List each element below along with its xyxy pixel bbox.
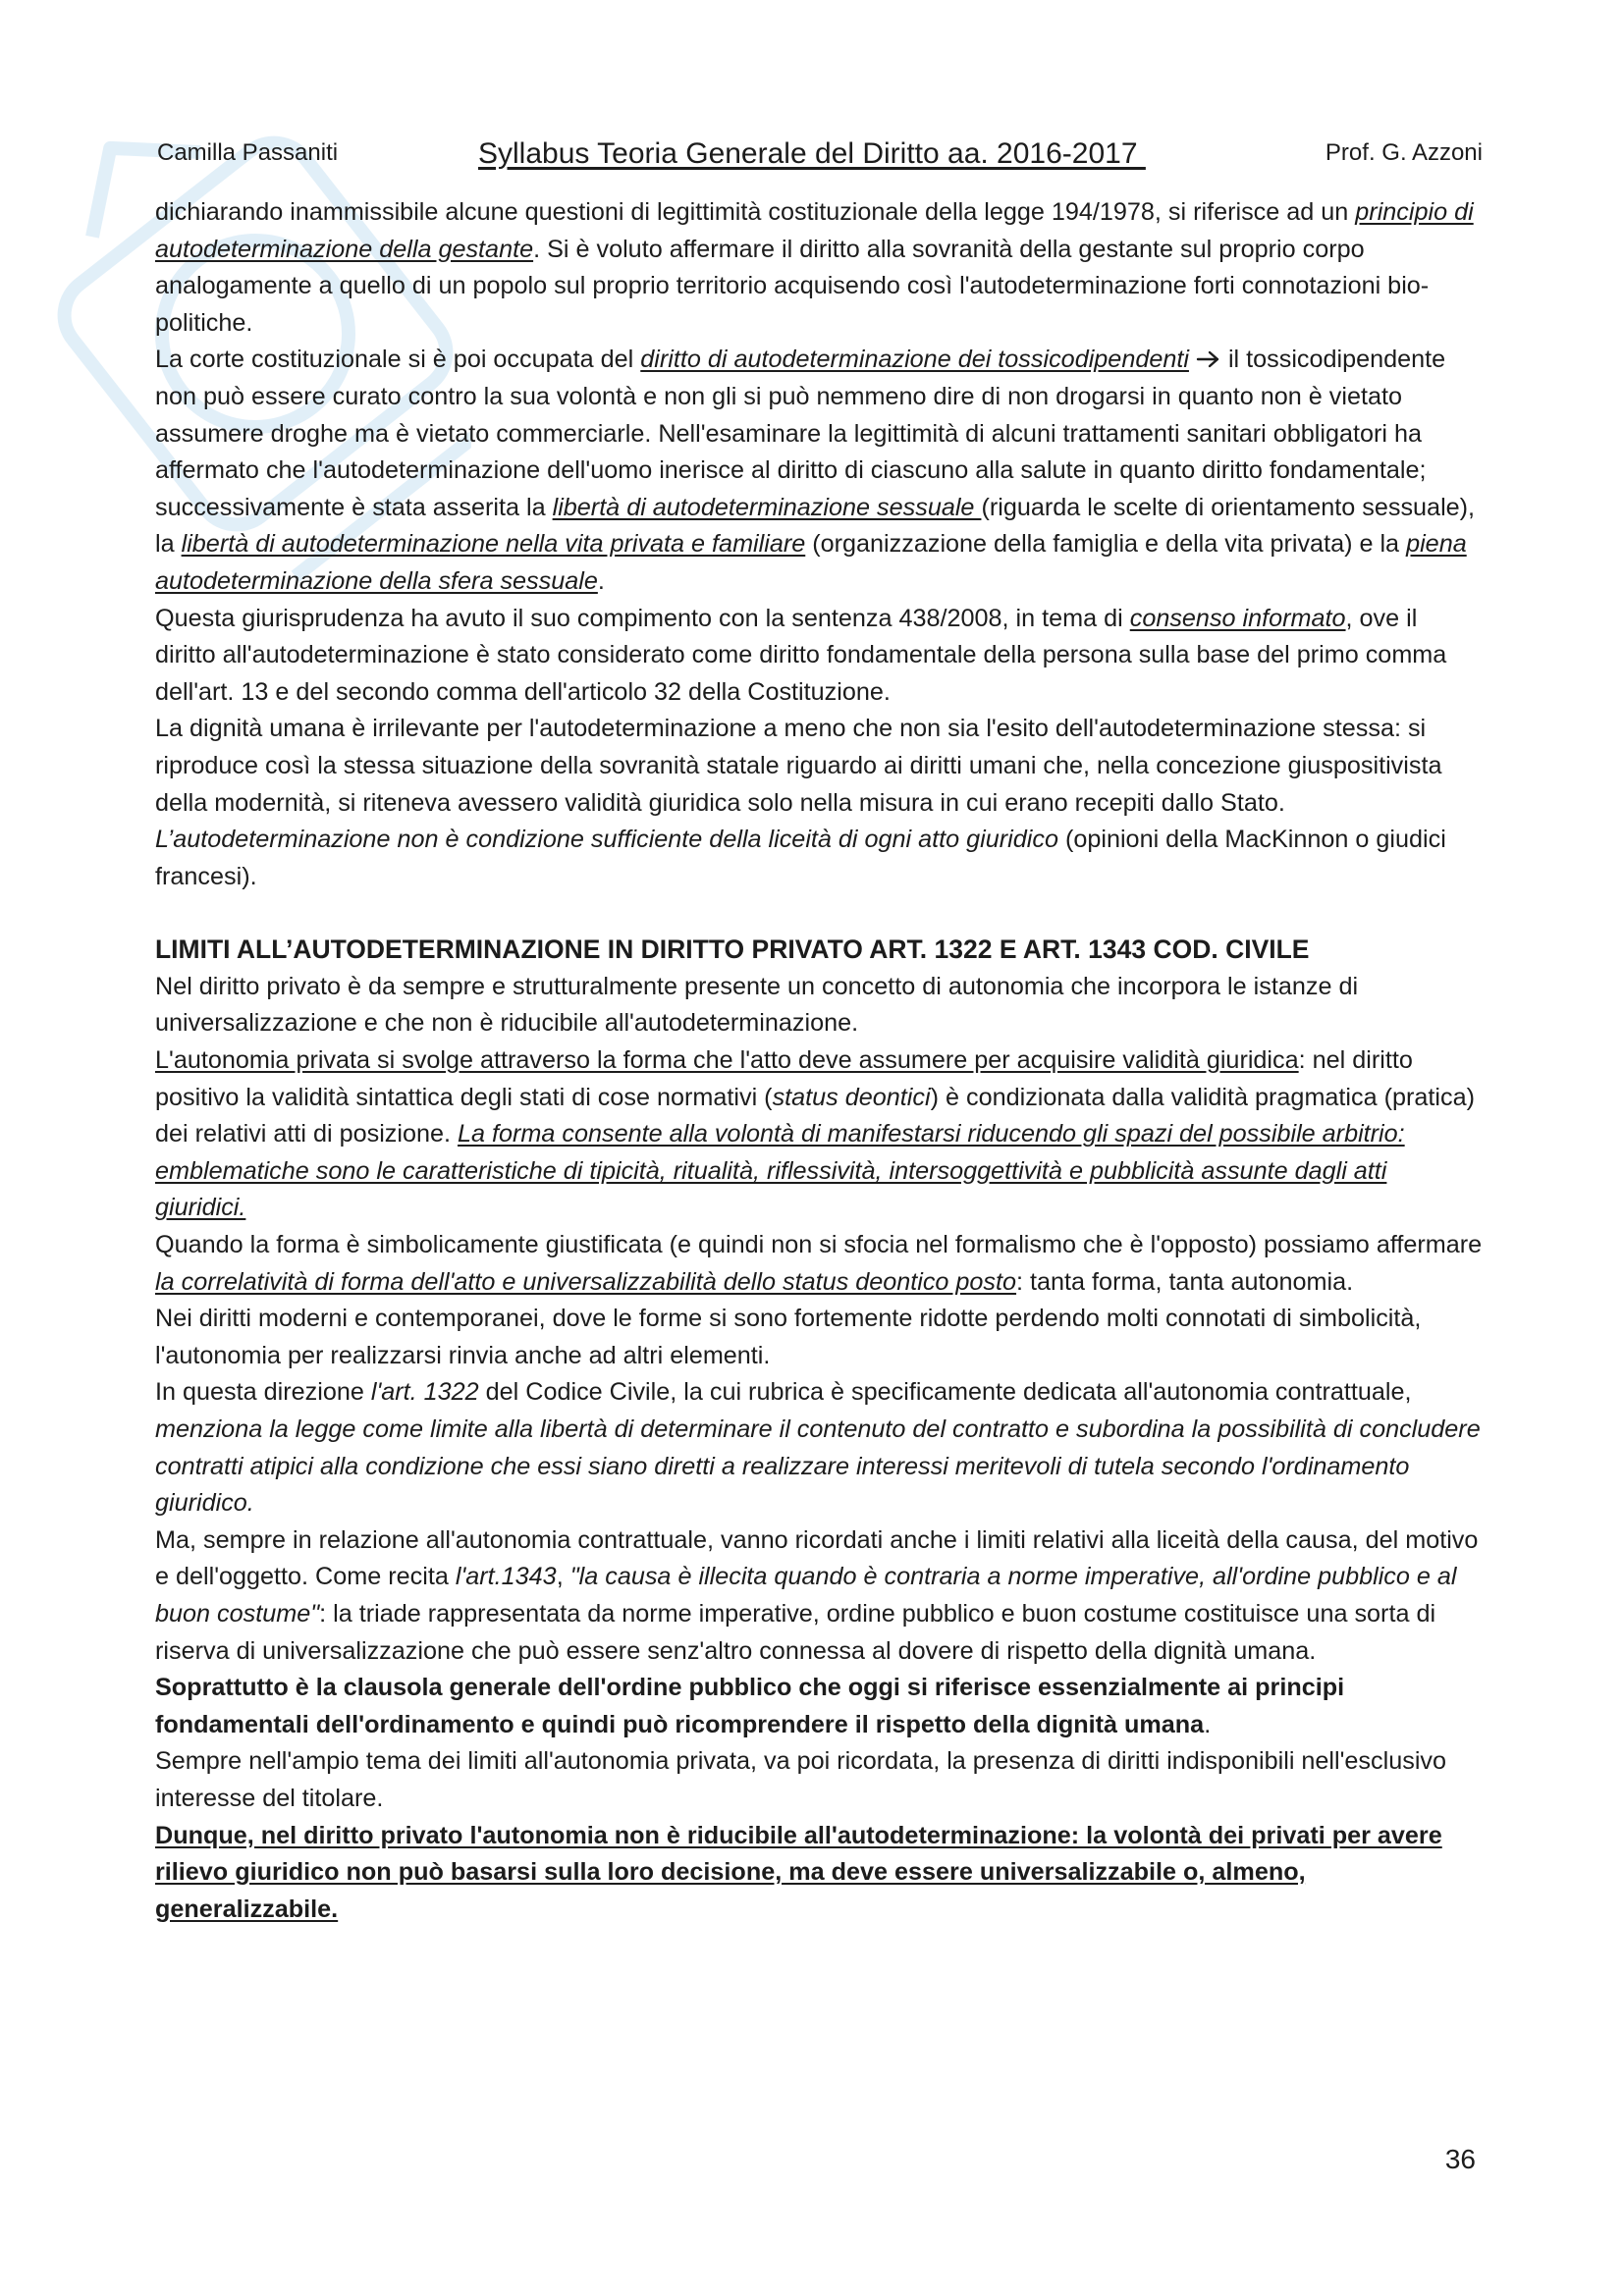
- paragraph: Quando la forma è simbolicamente giustificata (e quindi non si sfocia nel formalismo che è l'opposto) possiamo affermare la correlatività di forma dell'atto e universalizzabilità dello status deontico posto: tanta forma, tanta autonomia.: [155, 1231, 1483, 1296]
- paragraph: L'autonomia privata si svolge attraverso la forma che l'atto deve assumere per acquisire validità giuridica: nel diritto positivo la validità sintattica degli stati di cose normativi (status deontici) è condizionata dalla validità pragmatica (pratica) dei relativi atti di posizione. La forma consente alla volontà di manifestarsi riducendo gli spazi del possibile arbitrio: emblematiche sono le caratteristiche di tipicità, ritualità, riflessività, intersoggettività e pubblicità assunte dagli atti giuridici.: [155, 1046, 1476, 1222]
- header-professor: Prof. G. Azzoni: [1325, 139, 1483, 166]
- page-header: [157, 130, 1483, 173]
- paragraph: Ma, sempre in relazione all'autonomia contrattuale, vanno ricordati anche i limiti relativi alla liceità della causa, del motivo e dell'oggetto. Come recita l'art.1343, "la causa è illecita quando è contraria a norme imperative, all'ordine pubblico e al buon costume": la triade rappresentata da norme imperative, ordine pubblico e buon costume costituisce una sorta di riserva di universalizzazione che può essere senz'altro connessa al dovere di rispetto della dignità umana.: [155, 1525, 1479, 1665]
- section-heading: LIMITI ALL’AUTODETERMINAZIONE IN DIRITTO PRIVATO ART. 1322 E ART. 1343 COD. CIVILE: [155, 934, 1310, 965]
- paragraph: Dunque, nel diritto privato l'autonomia non è riducibile all'autodeterminazione: la volontà dei privati per avere rilievo giuridico non può basarsi sulla loro decisione, ma deve essere universalizzabile o, almeno, generalizzabile.: [155, 1821, 1442, 1923]
- arrow-right-icon: [1196, 350, 1221, 368]
- paragraph: dichiarando inammissibile alcune questioni di legittimità costituzionale della legge 194/1978, si riferisce ad un principio di autodeterminazione della gestante. Si è voluto affermare il diritto alla sovranità della gestante sul proprio corpo analogamente a quello di un popolo sul proprio territorio acquisendo così l'autodeterminazione forti connotazioni bio-politiche.: [155, 198, 1474, 337]
- paragraph: La dignità umana è irrilevante per l'autodeterminazione a meno che non sia l'esito dell'autodeterminazione stessa: si riproduce così la stessa situazione della sovranità statale riguardo ai diritti umani che, nella concezione giuspositivista della modernità, si riteneva avessero validità giuridica solo nella misura in cui erano recepiti dallo Stato.: [155, 715, 1442, 817]
- paragraph: Questa giurisprudenza ha avuto il suo compimento con la sentenza 438/2008, in tema di consenso informato, ove il diritto all'autodeterminazione è stato considerato come diritto fondamentale della persona sulla base del primo comma dell'art. 13 e del secondo comma dell'articolo 32 della Costituzione.: [155, 604, 1447, 706]
- page-number: 36: [1444, 2144, 1476, 2174]
- header-title: Syllabus Teoria Generale del Diritto aa. 2016-2017: [478, 137, 1146, 170]
- paragraph: Sempre nell'ampio tema dei limiti all'autonomia privata, va poi ricordata, la presenza di diritti indisponibili nell'esclusivo interesse del titolare.: [155, 1747, 1447, 1812]
- paragraph: Nei diritti moderni e contemporanei, dove le forme si sono fortemente ridotte perdendo molti connotati di simbolicità, l'autonomia per realizzarsi rinvia anche ad altri elementi.: [155, 1305, 1422, 1369]
- spacer: [155, 895, 1483, 932]
- paragraph: In questa direzione l'art. 1322 del Codice Civile, la cui rubrica è specificamente dedicata all'autonomia contrattuale, menziona la legge come limite alla libertà di determinare il contenuto del contratto e subordina la possibilità di concludere contratti atipici alla condizione che essi siano diretti a realizzare interessi meritevoli di tutela secondo l'ordinamento giuridico.: [155, 1378, 1481, 1518]
- paragraph: Soprattutto è la clausola generale dell'ordine pubblico che oggi si riferisce essenzialmente ai principi fondamentali dell'ordinamento e quindi può ricomprendere il rispetto della dignità umana.: [155, 1674, 1345, 1738]
- header-author: Camilla Passaniti: [157, 139, 339, 166]
- paragraph: Nel diritto privato è da sempre e strutturalmente presente un concetto di autonomia che incorpora le istanze di universalizzazione e che non è riducibile all'autodeterminazione.: [155, 972, 1359, 1038]
- paragraph: La corte costituzionale si è poi occupata del diritto di autodeterminazione dei tossicodipendenti il tossicodipendente non può essere curato contro la sua volontà e non gli si può nemmeno dire di non drogarsi in quanto non è vietato assumere droghe ma è vietato commerciarle. Nell'esaminare la legittimità di alcuni trattamenti sanitari obbligatori ha affermato che l'autodeterminazione dell'uomo inerisce al diritto di ciascuno alla salute in quanto diritto fondamentale; successivamente è stata asserita la libertà di autodeterminazione sessuale (riguarda le scelte di orientamento sessuale), la libertà di autodeterminazione nella vita privata e familiare (organizzazione della famiglia e della vita privata) e la piena autodeterminazione della sfera sessuale.: [155, 346, 1476, 595]
- document-body: [155, 194, 1483, 1928]
- paragraph: L’autodeterminazione non è condizione sufficiente della liceità di ogni atto giuridico (opinioni della MacKinnon o giudici francesi).: [155, 826, 1446, 890]
